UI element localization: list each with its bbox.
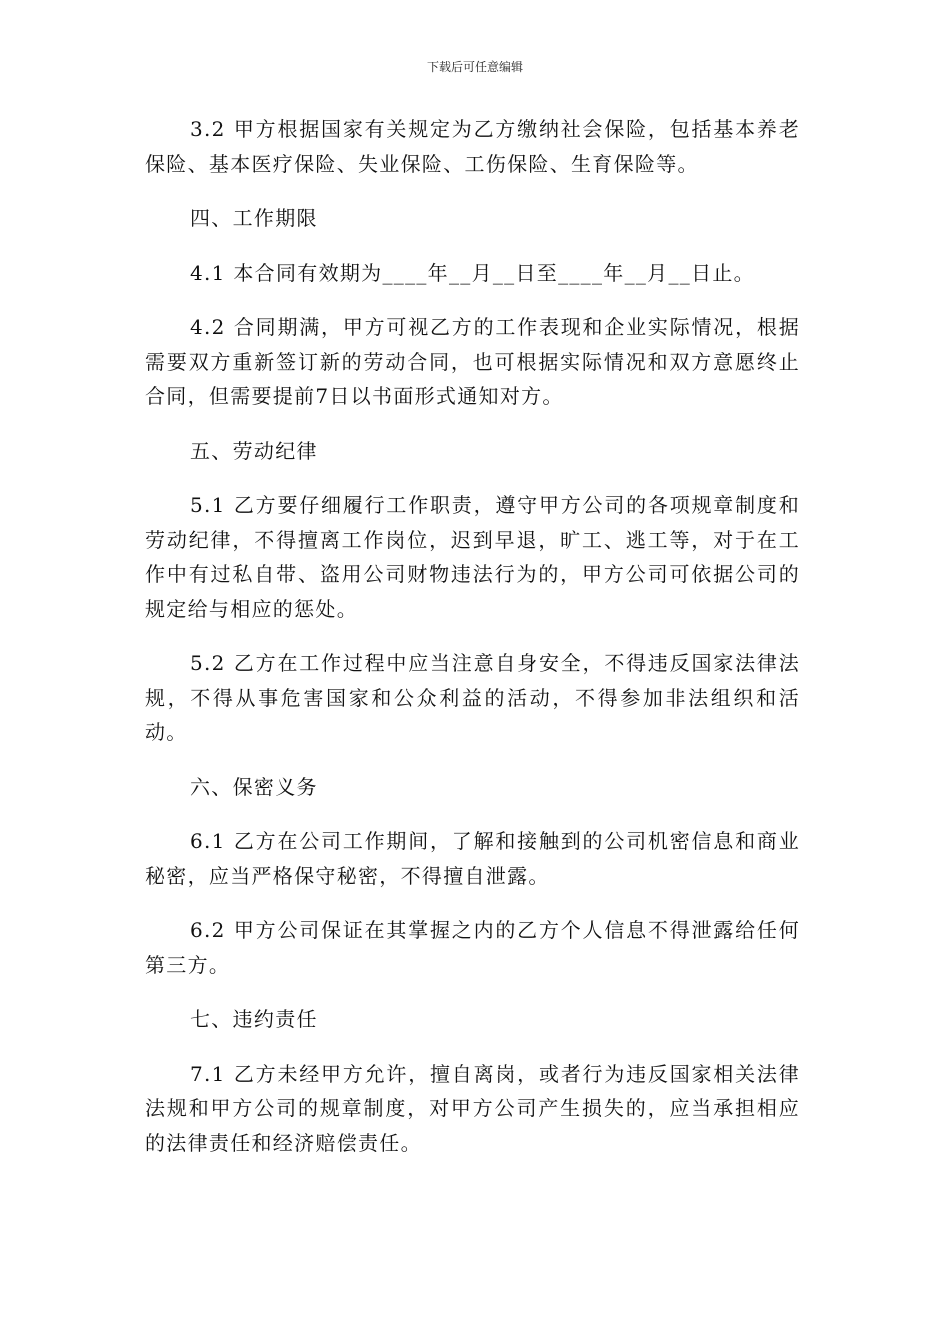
clause-5-2: 5.2 乙方在工作过程中应当注意自身安全，不得违反国家法律法规，不得从事危害国家和公众利益的活动，不得参加非法组织和活动。 xyxy=(145,651,800,744)
document-body xyxy=(145,112,800,1180)
clause-6-2: 6.2 甲方公司保证在其掌握之内的乙方个人信息不得泄露给任何第三方。 xyxy=(145,918,800,977)
section-heading-5: 五、劳动纪律 xyxy=(190,438,318,463)
header-note: 下载后可任意编辑 xyxy=(426,60,523,74)
clause-3-2: 3.2 甲方根据国家有关规定为乙方缴纳社会保险，包括基本养老保险、基本医疗保险、失业保险、工伤保险、生育保险等。 xyxy=(145,117,800,176)
clause-4-2: 4.2 合同期满，甲方可视乙方的工作表现和企业实际情况，根据需要双方重新签订新的劳动合同，也可根据实际情况和双方意愿终止合同，但需要提前7日以书面形式通知对方。 xyxy=(145,315,800,408)
clause-7-1: 7.1 乙方未经甲方允许，擅自离岗，或者行为违反国家相关法律法规和甲方公司的规章制度，对甲方公司产生损失的，应当承担相应的法律责任和经济赔偿责任。 xyxy=(145,1061,800,1155)
section-heading-6: 六、保密义务 xyxy=(190,774,318,799)
clause-4-1: 4.1 本合同有效期为____年__月__日至____年__月__日止。 xyxy=(190,260,755,285)
section-heading-7: 七、违约责任 xyxy=(190,1007,318,1031)
clause-5-1: 5.1 乙方要仔细履行工作职责，遵守甲方公司的各项规章制度和劳动纪律，不得擅离工作岗位，迟到早退，旷工、逃工等，对于在工作中有过私自带、盗用公司财物违法行为的，甲方公司可依据公司的规定给与相应的惩处。 xyxy=(145,493,800,621)
clause-6-1: 6.1 乙方在公司工作期间，了解和接触到的公司机密信息和商业秘密，应当严格保守秘密，不得擅自泄露。 xyxy=(145,829,800,888)
section-heading-4: 四、工作期限 xyxy=(190,206,318,230)
